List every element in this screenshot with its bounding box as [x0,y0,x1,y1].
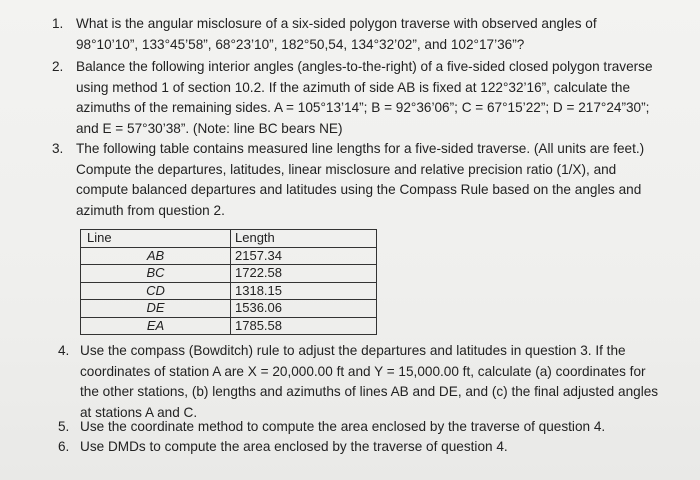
cell-length: 1785.58 [231,317,377,335]
table-row [81,300,377,318]
question-text-line: The following table contains measured line lengths for a five-sided traverse. (All units are feet.) [76,141,645,156]
question-text-line: What is the angular misclosure of a six-sided polygon traverse with observed angles of [76,16,597,31]
question-number: 5. [58,419,70,434]
column-header-line: Line [81,230,231,248]
question-text-line: coordinates of station A are X = 20,000.00 ft and Y = 15,000.00 ft, calculate (a) coordinates for [80,363,646,379]
question-text-line: azimuths of the remaining sides. A = 105°13’14”; B = 92°36’06”; C = 67°15’22”; D = 217°24”30”; [76,100,650,116]
question-text-line: using method 1 of section 10.2. If the azimuth of side AB is fixed at 122°32’16”, calculate the [76,79,631,95]
cell-line: EA [81,317,231,335]
table-row [81,265,377,283]
question-text-line: at stations A and C. [80,404,198,420]
cell-line: AB [81,247,231,265]
question-number: 4. [58,343,70,358]
cell-line: BC [81,265,231,283]
question-text-line: Compute the departures, latitudes, linear misclosure and relative precision ratio (1/X), and [76,161,617,177]
cell-length: 2157.34 [231,247,377,265]
table-row [81,317,377,335]
question-text-line: Balance the following interior angles (angles-to-the-right) of a five-sided closed polygon traverse [76,59,653,74]
table-header-row [81,230,377,248]
cell-length: 1318.15 [231,282,377,300]
table-row [81,282,377,300]
question-number: 6. [58,439,70,454]
question-number: 2. [52,59,64,74]
question-number: 1. [52,16,64,31]
cell-length: 1536.06 [231,300,377,318]
question-number: 3. [52,141,64,156]
cell-line: DE [81,300,231,318]
question-text-line: and E = 57°30’38”. (Note: line BC bears NE) [76,120,343,136]
table-row [81,247,377,265]
question-text-line: 98°10’10”, 133°45’58”, 68°23’10”, 182°50,54, 134°32’02”, and 102°17’36”? [76,36,525,52]
question-text-line: compute balanced departures and latitudes using the Compass Rule based on the angles and [76,182,642,198]
question-text-line: Use the coordinate method to compute the area enclosed by the traverse of question 4. [80,419,606,434]
cell-length: 1722.58 [231,265,377,283]
line-length-table [80,229,377,335]
question-text-line: azimuth from question 2. [76,202,225,218]
cell-line: CD [81,282,231,300]
question-text-line: Use DMDs to compute the area enclosed by the traverse of question 4. [80,439,508,454]
question-text-line: Use the compass (Bowditch) rule to adjust the departures and latitudes in question 3. If the [80,343,626,358]
column-header-length: Length [231,230,377,248]
question-text-line: the other stations, (b) lengths and azimuths of lines AB and DE, and (c) the final adjusted angles [80,384,659,400]
